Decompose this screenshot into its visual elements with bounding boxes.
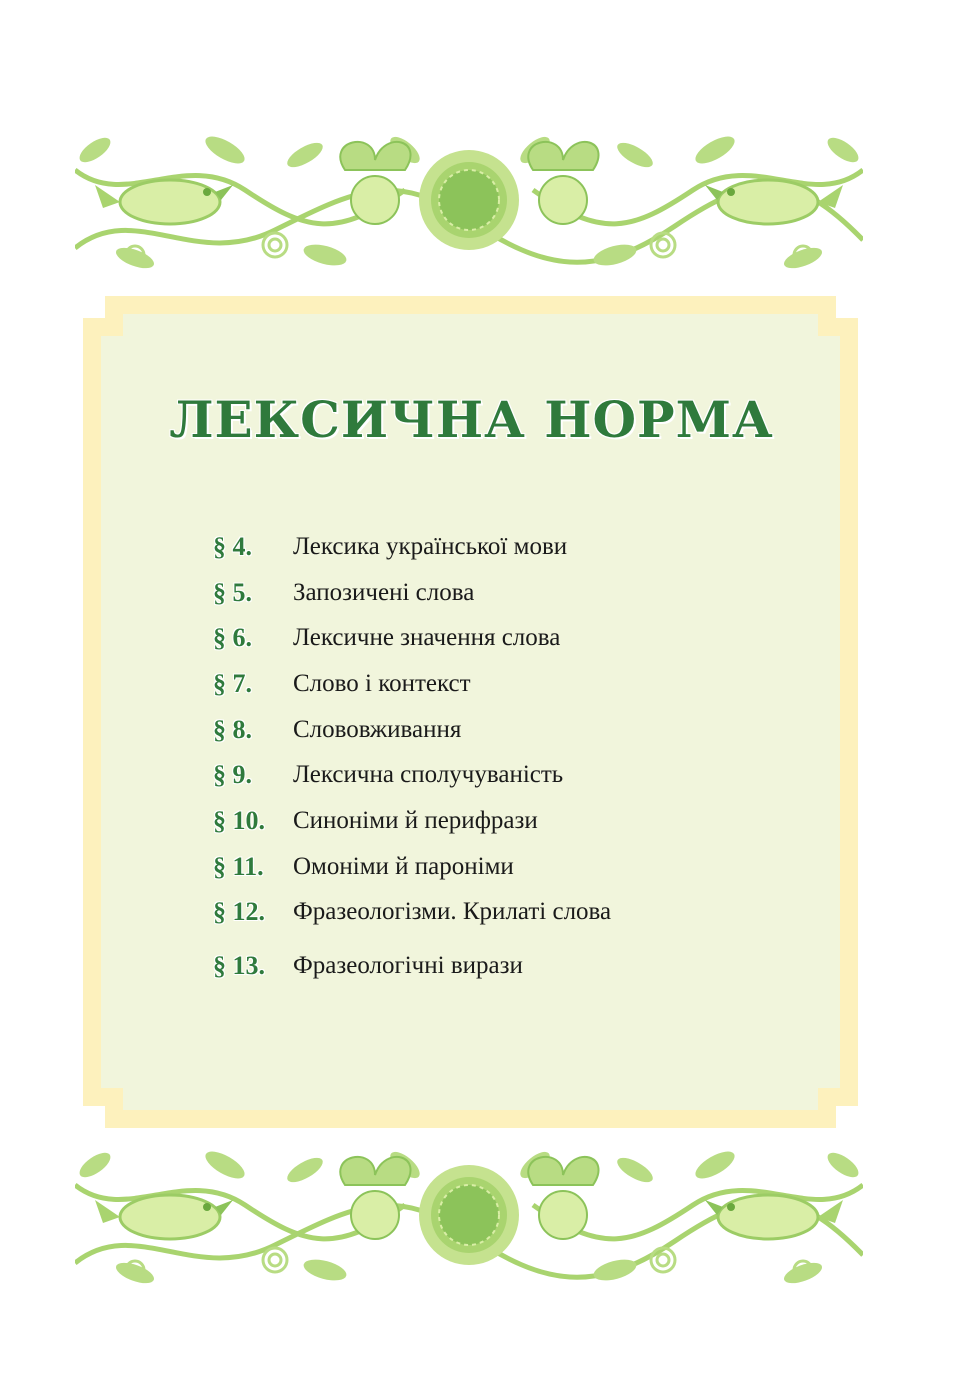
bottom-folk-ornament <box>75 1145 863 1287</box>
toc-title: Лексичне значення слова <box>293 624 561 651</box>
toc-number: § 13. <box>213 951 265 980</box>
toc-title: Лексична сполучуваність <box>293 761 564 788</box>
top-folk-ornament <box>75 130 863 272</box>
toc-number: § 10. <box>213 806 265 835</box>
toc-number: § 6. <box>213 623 252 652</box>
section-title: ЛЕКСИЧНА НОРМА <box>169 390 774 449</box>
toc-title: Фразеологічні вирази <box>293 952 523 979</box>
toc-number: § 5. <box>213 578 252 607</box>
toc-title: Запозичені слова <box>293 579 475 606</box>
toc-number: § 8. <box>213 715 252 744</box>
toc-title: Лексика української мови <box>293 533 568 560</box>
toc-number: § 11. <box>213 852 264 881</box>
toc-title: Слововживання <box>293 716 462 743</box>
toc-title: Фразеологізми. Крилаті слова <box>293 898 612 925</box>
toc-number: § 4. <box>213 532 252 561</box>
toc-number: § 12. <box>213 897 265 926</box>
center-sunflower-motif <box>419 150 519 250</box>
toc-number: § 9. <box>213 760 252 789</box>
toc-title: Слово і контекст <box>293 670 471 697</box>
toc-number: § 7. <box>213 669 252 698</box>
center-sunflower-motif <box>419 1165 519 1265</box>
toc-title: Синоніми й перифрази <box>293 807 538 834</box>
toc-title: Омоніми й пароніми <box>293 853 514 880</box>
